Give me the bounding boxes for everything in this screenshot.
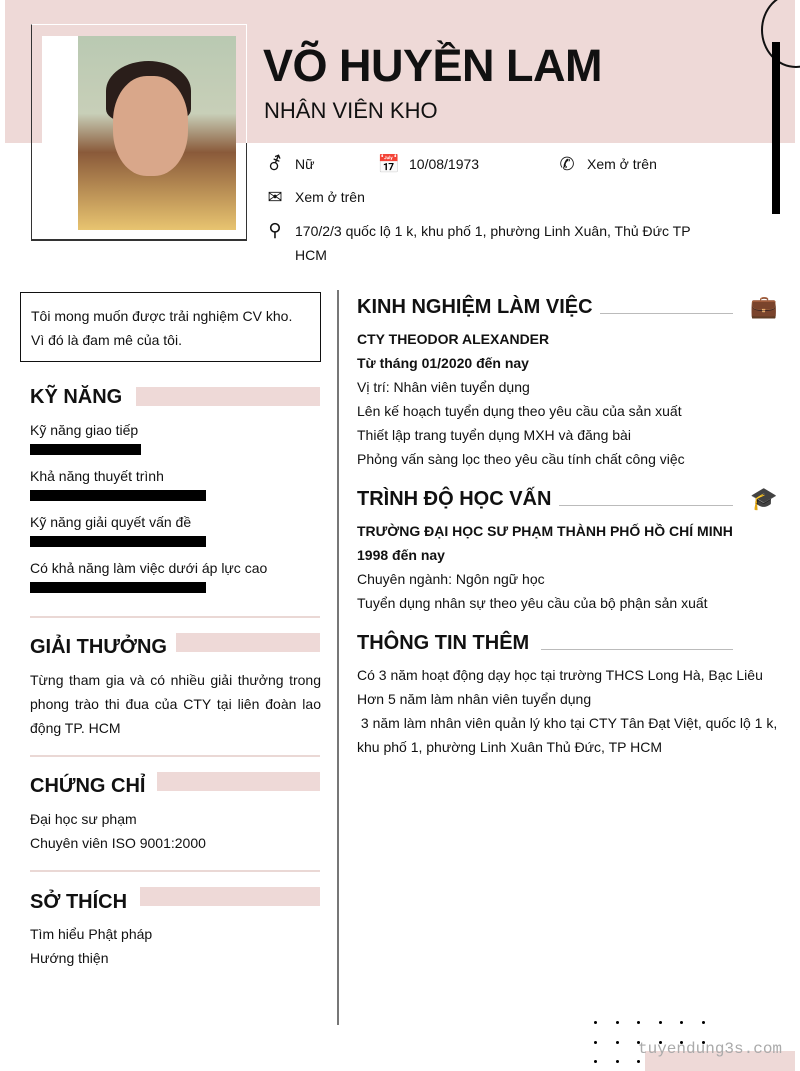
phone-info [557,154,657,174]
divider [30,755,320,757]
decorative-bar [772,42,780,214]
additional-heading: THÔNG TIN THÊM [357,632,530,654]
skill-level-bar [30,444,141,455]
company-name: CTY THEODOR ALEXANDER [357,331,550,347]
heading-line [559,505,733,506]
additional-line: khu phố 1, phường Linh Xuân Thủ Đức, TP HCM [357,739,662,755]
briefcase-icon: 💼 [750,294,778,319]
decorative-dot [594,1060,597,1063]
divider [30,616,320,618]
hobby-item: Tìm hiểu Phật pháp [30,926,153,942]
certificate-item: Chuyên viên ISO 9001:2000 [30,835,206,851]
summary-line: Vì đó là đam mê của tôi. [31,332,182,348]
gender-info [265,154,314,174]
gender-icon: ⚦ [267,153,283,174]
phone-value: Xem ở trên [587,156,657,172]
skill-level-bar [30,490,206,501]
job-title: NHÂN VIÊN KHO [264,98,438,123]
section-accent-bar [140,887,320,906]
certificate-item: Đại học sư phạm [30,811,137,827]
experience-line: Thiết lập trang tuyển dụng MXH và đăng bài [357,427,631,443]
additional-line: Có 3 năm hoạt động dạy học tại trường THCS Long Hà, Bạc Liêu [357,667,763,683]
awards-text: Từng tham gia và có nhiều giải thưởng trong phong trào thi đua của CTY tại liên đoàn lao động TP. HCM [30,672,321,736]
decorative-dot [616,1041,619,1044]
watermark: tuyendung3s.com [638,1040,783,1058]
education-line: Tuyển dụng nhân sự theo yêu cầu của bộ phận sản xuất [357,595,708,611]
heading-line [541,649,733,650]
skill-label: Kỹ năng giải quyết vấn đề [30,514,192,530]
experience-line: Phỏng vấn sàng lọc theo yêu cầu tính chất công việc [357,451,685,467]
education-line: Chuyên ngành: Ngôn ngữ học [357,571,545,587]
skill-label: Khả năng thuyết trình [30,468,164,484]
additional-line: 3 năm làm nhân viên quản lý kho tại CTY Tân Đạt Việt, quốc lộ 1 k, [357,715,778,731]
envelope-icon: ✉ [267,186,283,207]
additional-line: Hơn 5 năm làm nhân viên tuyển dụng [357,691,592,707]
decorative-dot [659,1021,662,1024]
address-line2: HCM [295,247,327,263]
skill-level-bar [30,582,206,593]
address-line1: 170/2/3 quốc lộ 1 k, khu phố 1, phường Linh Xuân, Thủ Đức TP [295,223,691,239]
decorative-dot [594,1021,597,1024]
candidate-name: VÕ HUYỀN LAM [263,40,603,91]
profile-photo [78,36,236,230]
decorative-dot [702,1021,705,1024]
skills-heading: KỸ NĂNG [30,386,123,408]
summary-line: Tôi mong muốn được trải nghiệm CV kho. [31,308,293,324]
summary-box [20,292,321,362]
decorative-dot [637,1021,640,1024]
certificates-heading: CHỨNG CHỈ [30,775,146,797]
column-divider [337,290,339,1025]
hobbies-heading: SỞ THÍCH [30,891,128,913]
skill-level-bar [30,536,206,547]
education-period: 1998 đến nay [357,547,445,563]
experience-line: Lên kế hoạch tuyển dụng theo yêu cầu của sản xuất [357,403,682,419]
experience-line: Vị trí: Nhân viên tuyển dụng [357,379,530,395]
email-value: Xem ở trên [295,189,365,205]
address-info [265,220,691,267]
photo-face [113,76,188,176]
skill-label: Kỹ năng giao tiếp [30,422,139,438]
section-accent-bar [157,772,320,791]
decorative-dot [616,1060,619,1063]
photo-margin [42,36,78,230]
decorative-dot [680,1021,683,1024]
section-accent-bar [176,633,320,652]
birthday-value: 10/08/1973 [409,156,480,172]
divider [30,870,320,872]
education-heading: TRÌNH ĐỘ HỌC VẤN [357,488,552,510]
phone-icon: ✆ [559,153,575,174]
email-info [265,187,365,207]
decorative-dot [594,1041,597,1044]
gender-value: Nữ [295,156,315,172]
experience-period: Từ tháng 01/2020 đến nay [357,355,529,371]
experience-heading: KINH NGHIỆM LÀM VIỆC [357,296,593,318]
section-accent-bar [136,387,320,406]
decorative-dot [616,1021,619,1024]
calendar-icon: 📅 [377,153,401,174]
decorative-dot [637,1060,640,1063]
heading-line [600,313,733,314]
graduation-cap-icon: 🎓 [750,486,778,511]
birthday-info [379,154,479,174]
awards-heading: GIẢI THƯỞNG [30,636,167,658]
hobby-item: Hướng thiện [30,950,109,966]
skill-label: Có khả năng làm việc dưới áp lực cao [30,560,268,576]
school-name: TRƯỜNG ĐẠI HỌC SƯ PHẠM THÀNH PHỐ HỒ CHÍ MINH [357,523,733,539]
location-pin-icon: ⚲ [268,219,282,240]
